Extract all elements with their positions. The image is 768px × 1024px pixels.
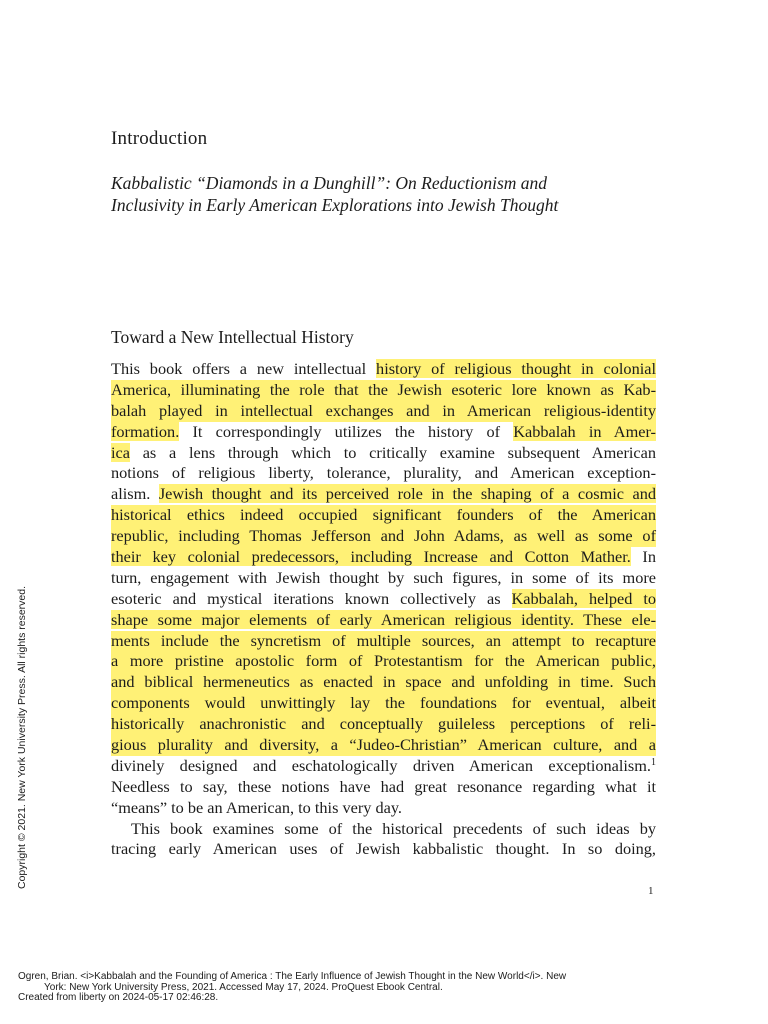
text-line-highlighted: components would unwittingly lay the foundations for eventual, albeit [111, 693, 656, 713]
text-line-highlighted: historically anachronistic and conceptually guileless perceptions of reli- [111, 714, 656, 734]
highlight: formation. [111, 421, 180, 441]
text-line: Needless to say, these notions have had great resonance regarding what it [111, 776, 656, 796]
highlight: ica [111, 442, 130, 462]
highlight: shape some major elements of early American religious identity. [111, 609, 574, 629]
text-line: This book examines some of the historical precedents of such ideas by [131, 818, 656, 838]
text-run: alism. [111, 484, 159, 504]
text-line-highlighted: a more pristine apostolic form of Protestantism for the American public, [111, 651, 656, 671]
text-line-highlighted: gious plurality and diversity, a “Judeo-Christian” American culture, and a [111, 735, 656, 755]
text-line: tracing early American uses of Jewish kabbalistic thought. In so doing, [111, 839, 656, 859]
text-run: as a lens through which to critically examine subsequent American [129, 442, 656, 462]
text-line: turn, engagement with Jewish thought by such figures, in some of its more [111, 567, 656, 587]
text-line [111, 443, 656, 464]
text-run: In [630, 547, 656, 567]
text-line-highlighted: historical ethics indeed occupied significant founders of the American [111, 505, 656, 525]
body-text [111, 359, 656, 860]
text-line [111, 484, 656, 505]
citation-footer [18, 972, 658, 1004]
text-run: This book offers a new intellectual [111, 359, 377, 378]
highlight: history of religious thought in colonial [376, 359, 656, 378]
citation-line: Created from liberty on 2024-05-17 02:46:28. [18, 992, 219, 1003]
copyright-notice: Copyright © 2021. New York University Press. All rights reserved. [16, 585, 28, 889]
citation-line: York: New York University Press, 2021. Accessed May 17, 2024. ProQuest Ebook Central. [44, 981, 443, 993]
text-line [111, 589, 656, 610]
text-line [111, 359, 656, 380]
text-run: It correspondingly utilizes the history of [179, 421, 514, 441]
chapter-title-line: Kabbalistic “Diamonds in a Dunghill”: On Reductionism and [111, 173, 548, 193]
citation-line: Ogren, Brian. <i>Kabbalah and the Founding of America : The Early Influence of Jewish Thought in the New World</i>. New [18, 971, 567, 982]
page-number: 1 [648, 885, 654, 897]
text-line [111, 610, 656, 631]
text-line: notions of religious liberty, tolerance, plurality, and American exception- [111, 463, 656, 483]
footnote-marker[interactable]: 1 [651, 756, 656, 768]
text-line [111, 547, 656, 568]
highlight: Jewish thought and its perceived role in the shaping of a cosmic and [158, 484, 656, 504]
text-line-highlighted: ments include the syncretism of multiple sources, an attempt to recapture [111, 630, 656, 650]
text-line: “means” to be an American, to this very day. [111, 797, 403, 817]
text-line [111, 422, 656, 443]
highlight: Kabbalah, helped to [511, 588, 657, 608]
highlight: Kabbalah in Amer- [513, 421, 656, 441]
text-line-highlighted: republic, including Thomas Jefferson and John Adams, as well as some of [111, 526, 656, 546]
text-run: divinely designed and eschatologically driven American exceptionalism. [111, 755, 651, 775]
highlight: These ele- [573, 609, 656, 629]
text-run: esoteric and mystical iterations known collectively as [111, 588, 512, 608]
text-line-highlighted: balah played in intellectual exchanges and in American religious-identity [111, 400, 656, 420]
chapter-label: Introduction [111, 128, 208, 149]
text-line-highlighted: America, illuminating the role that the Jewish esoteric lore known as Kab- [111, 379, 656, 399]
chapter-title [111, 172, 671, 216]
section-heading: Toward a New Intellectual History [111, 327, 354, 347]
highlight: their key colonial predecessors, including Increase and Cotton Mather. [111, 547, 631, 567]
chapter-title-line: Inclusivity in Early American Explorations into Jewish Thought [111, 195, 559, 215]
text-line [111, 756, 656, 777]
text-line-highlighted: and biblical hermeneutics as enacted in space and unfolding in time. Such [111, 672, 656, 692]
